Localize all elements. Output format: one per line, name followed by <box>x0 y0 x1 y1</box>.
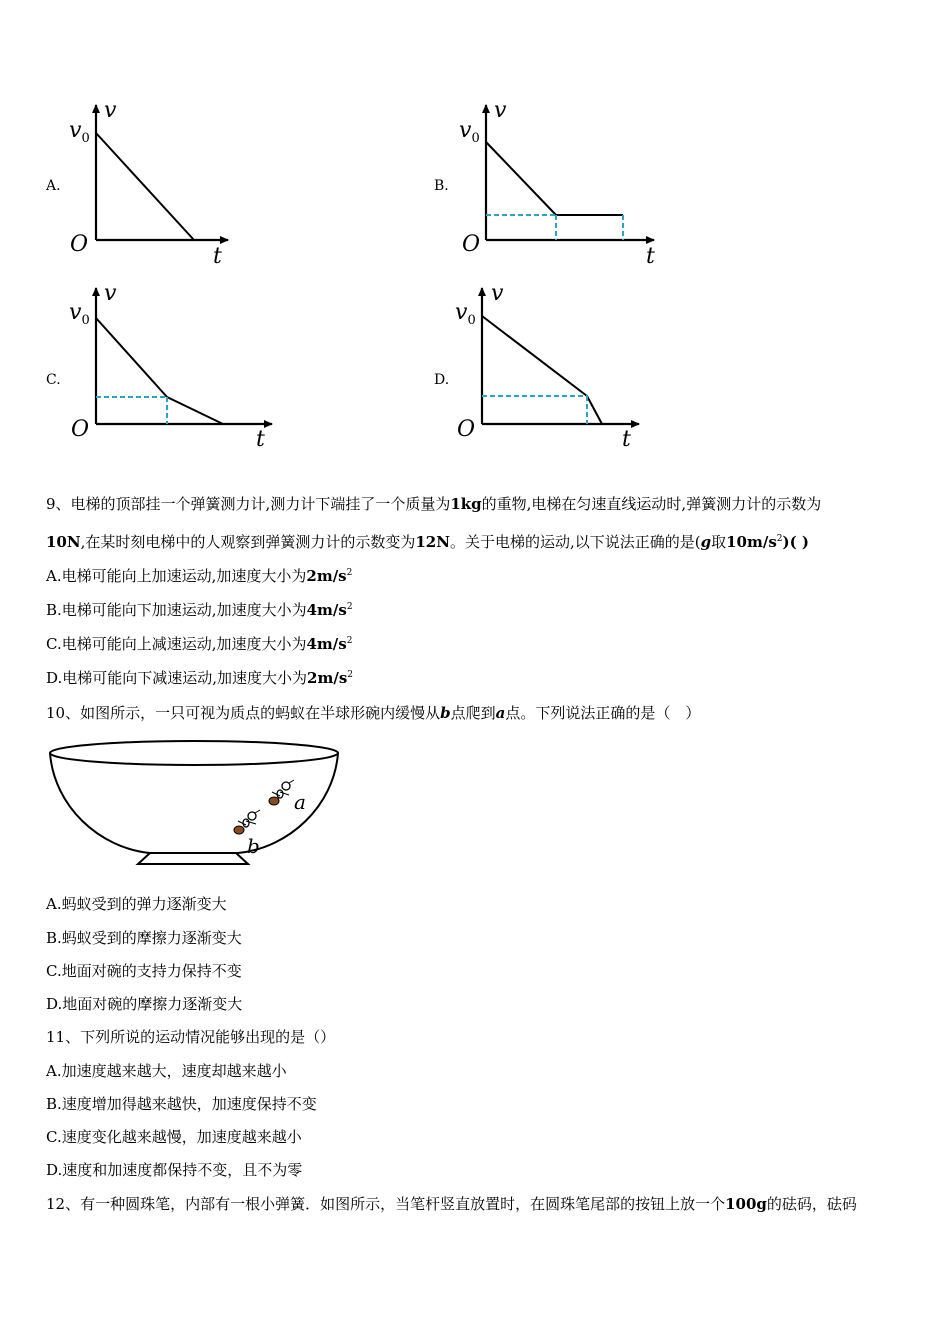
q10-option-a: A.蚂蚁受到的弹力逐渐变大 <box>46 895 227 913</box>
origin-label: O <box>71 417 90 442</box>
t-label: t <box>622 427 631 452</box>
q9-stem-line2: 10N,在某时刻电梯中的人观察到弹簧测力计的示数变为12N。关于电梯的运动,以下说法正确的是(g取$10m/s^2$)( ) <box>46 533 810 551</box>
q10-option-c: C.地面对碗的支持力保持不变 <box>46 962 242 980</box>
q11-option-c: C.速度变化越来越慢，加速度越来越小 <box>46 1128 302 1146</box>
q9-option-d: D.电梯可能向下减速运动,加速度大小为$2m/s^2$ <box>46 669 354 687</box>
velocity-line <box>96 133 194 240</box>
velocity-line <box>486 142 556 215</box>
option-b-label: B. <box>434 178 449 194</box>
v-label: v <box>494 98 507 123</box>
q9-option-a: A.电梯可能向上加速运动,加速度大小为$2m/s^2$ <box>46 567 353 585</box>
bowl-figure <box>44 736 344 872</box>
q9-option-c: C.电梯可能向上减速运动,加速度大小为$4m/s^2$ <box>46 635 353 653</box>
velocity-line <box>482 316 587 396</box>
q9-option-b: B.电梯可能向下加速运动,加速度大小为$4m/s^2$ <box>46 601 353 619</box>
graph-b <box>450 95 665 270</box>
v-label: v <box>491 281 504 306</box>
q11-option-a: A.加速度越来越大，速度却越来越小 <box>46 1062 287 1080</box>
v-label: v <box>104 98 117 123</box>
q12-stem: 12、有一种圆珠笔，内部有一根小弹簧．如图所示，当笔杆竖直放置时，在圆珠笔尾部的按钮上放一个100g的砝码，砝码 <box>46 1195 857 1213</box>
point-a-label: a <box>294 790 306 814</box>
v0-label: $v_0$ <box>69 300 90 328</box>
origin-label: O <box>462 232 481 257</box>
bowl-rim <box>50 741 338 765</box>
q11-stem: 11、下列所说的运动情况能够出现的是（） <box>46 1028 336 1046</box>
bowl-base <box>138 853 248 864</box>
v0-label: $v_0$ <box>459 118 480 146</box>
graph-d <box>446 278 651 453</box>
origin-label: O <box>70 232 89 257</box>
q11-option-b: B.速度增加得越来越快，加速度保持不变 <box>46 1095 317 1113</box>
origin-label: O <box>457 417 476 442</box>
velocity-line <box>96 318 167 397</box>
graph-a <box>60 95 240 270</box>
velocity-line <box>167 397 223 424</box>
option-a-label: A. <box>46 178 61 194</box>
v0-label: $v_0$ <box>455 300 476 328</box>
q9-stem-line1: 9、电梯的顶部挂一个弹簧测力计,测力计下端挂了一个质量为1kg的重物,电梯在匀速直线运动时,弹簧测力计的示数为 <box>46 495 822 513</box>
ant-b-icon <box>234 810 260 834</box>
q10-option-d: D.地面对碗的摩擦力逐渐变大 <box>46 995 243 1013</box>
q10-stem: 10、如图所示，一只可视为质点的蚂蚁在半球形碗内缓慢从b点爬到a点。下列说法正确的是（ ） <box>46 704 701 722</box>
option-c-label: C. <box>46 372 61 388</box>
ant-a-icon <box>269 780 294 805</box>
v0-label: $v_0$ <box>69 118 90 146</box>
t-label: t <box>256 427 265 452</box>
option-d-label: D. <box>434 372 450 388</box>
q10-option-b: B.蚂蚁受到的摩擦力逐渐变大 <box>46 929 242 947</box>
q11-option-d: D.速度和加速度都保持不变，且不为零 <box>46 1161 303 1179</box>
v-label: v <box>104 281 117 306</box>
t-label: t <box>646 244 655 269</box>
graph-c <box>60 278 285 453</box>
t-label: t <box>213 244 222 269</box>
point-b-label: b <box>247 834 260 858</box>
velocity-line <box>587 396 602 424</box>
